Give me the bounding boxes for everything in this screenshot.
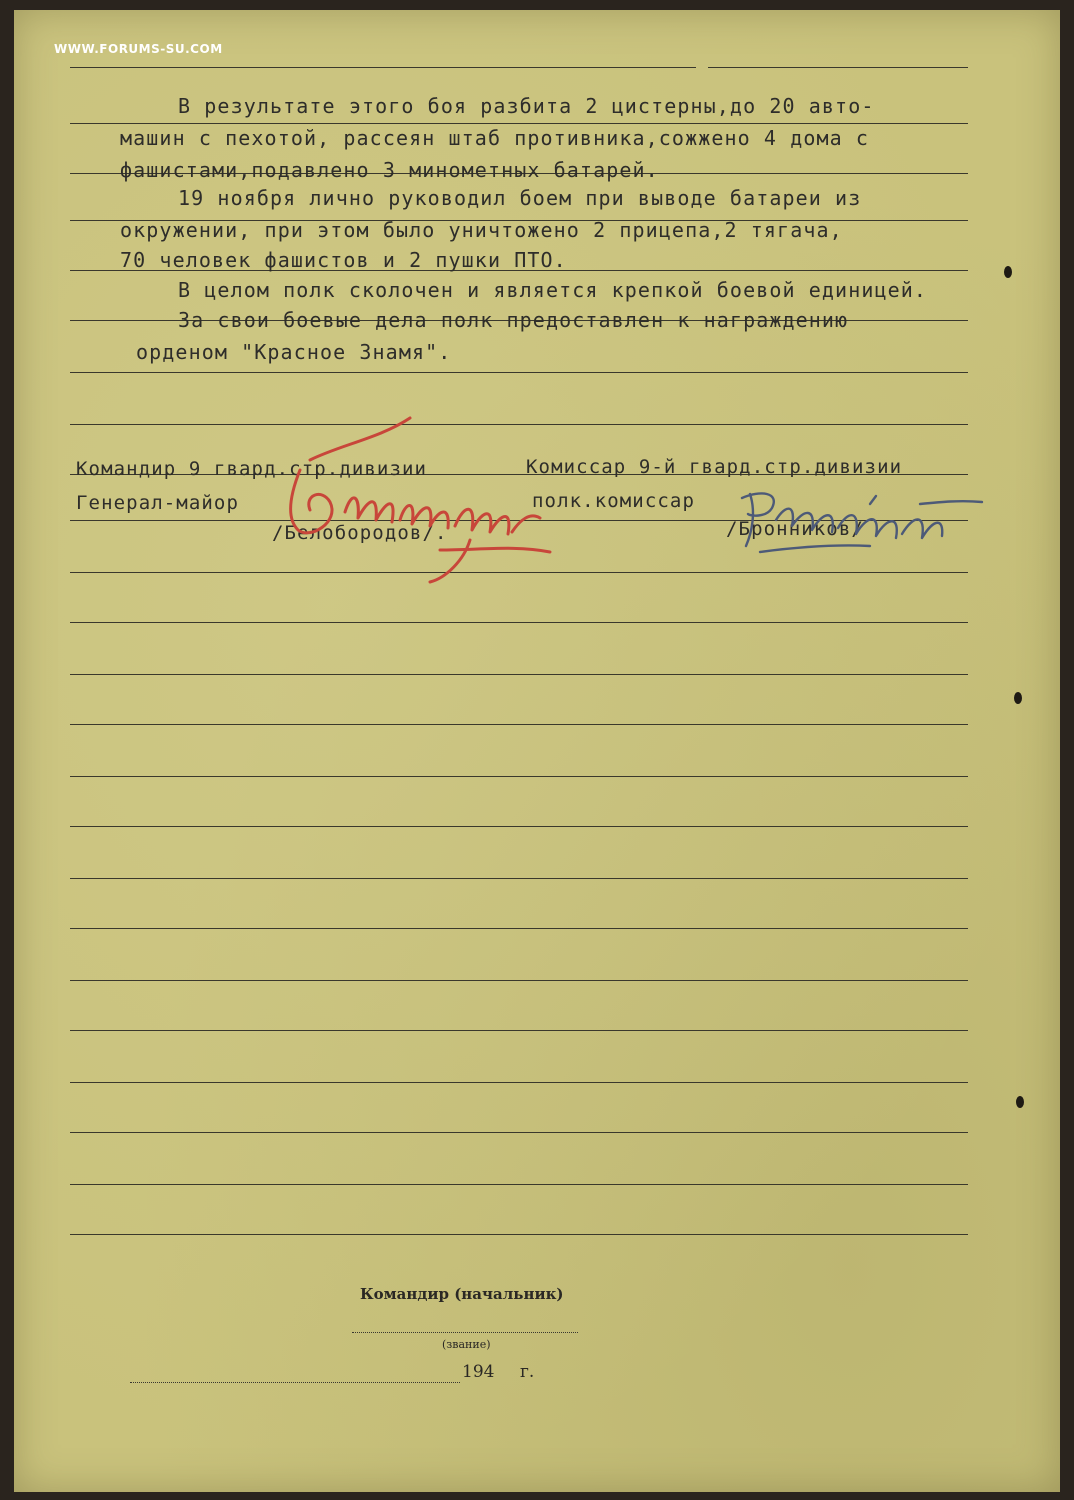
- ruled-line: [70, 372, 968, 373]
- year-prefix: 194: [462, 1362, 495, 1382]
- watermark: WWW.FORUMS-SU.COM: [54, 42, 223, 56]
- ruled-line: [70, 776, 968, 777]
- commissar-title: Комиссар 9-й гвард.стр.дивизии: [526, 456, 903, 478]
- body-line: В результате этого боя разбита 2 цистерны,до 20 авто-: [178, 94, 875, 118]
- commander-signature: [250, 400, 590, 590]
- body-line: машин с пехотой, рассеян штаб противника,сожжено 4 дома с: [120, 126, 870, 150]
- commander-title: Командир 9 гвард.стр.дивизии: [76, 458, 428, 480]
- ruled-line: [70, 980, 968, 981]
- ruled-line: [70, 1030, 968, 1031]
- body-line: За свои боевые дела полк предоставлен к награждению: [178, 308, 849, 332]
- form-heading: Командир (начальник): [360, 1285, 564, 1303]
- rank-dotted-line: [352, 1332, 578, 1333]
- body-line: В целом полк сколочен и является крепкой боевой единицей.: [178, 278, 928, 302]
- commissar-signature: [720, 474, 990, 564]
- ruled-line: [708, 67, 968, 68]
- ruled-line: [70, 1234, 968, 1235]
- ruled-line: [70, 826, 968, 827]
- commander-rank: Генерал-майор: [76, 492, 240, 514]
- body-line: орденом "Красное Знамя".: [136, 340, 452, 364]
- punch-hole: [1004, 266, 1012, 278]
- ruled-line: [70, 1184, 968, 1185]
- ruled-line: [70, 123, 968, 124]
- ruled-line: [70, 878, 968, 879]
- body-line: 19 ноября лично руководил боем при выводе батареи из: [178, 186, 862, 210]
- punch-hole: [1016, 1096, 1024, 1108]
- ruled-line: [70, 674, 968, 675]
- body-line: фашистами,подавлено 3 минометных батарей.: [120, 158, 659, 182]
- year-suffix: г.: [520, 1362, 535, 1382]
- ruled-line: [70, 928, 968, 929]
- commander-name: /Белобородов/.: [272, 522, 448, 544]
- ruled-line: [70, 1082, 968, 1083]
- commissar-name: /Бронников/: [726, 518, 864, 540]
- body-line: 70 человек фашистов и 2 пушки ПТО.: [120, 248, 567, 272]
- rank-caption: (звание): [442, 1338, 491, 1351]
- ruled-line: [70, 1132, 968, 1133]
- commissar-rank: полк.комиссар: [532, 490, 696, 512]
- ruled-line: [70, 67, 696, 68]
- date-dotted-line: [130, 1382, 460, 1383]
- punch-hole: [1014, 692, 1022, 704]
- document-page: [14, 10, 1060, 1492]
- ruled-line: [70, 622, 968, 623]
- body-line: окружении, при этом было уничтожено 2 прицепа,2 тягача,: [120, 218, 843, 242]
- ruled-line: [70, 724, 968, 725]
